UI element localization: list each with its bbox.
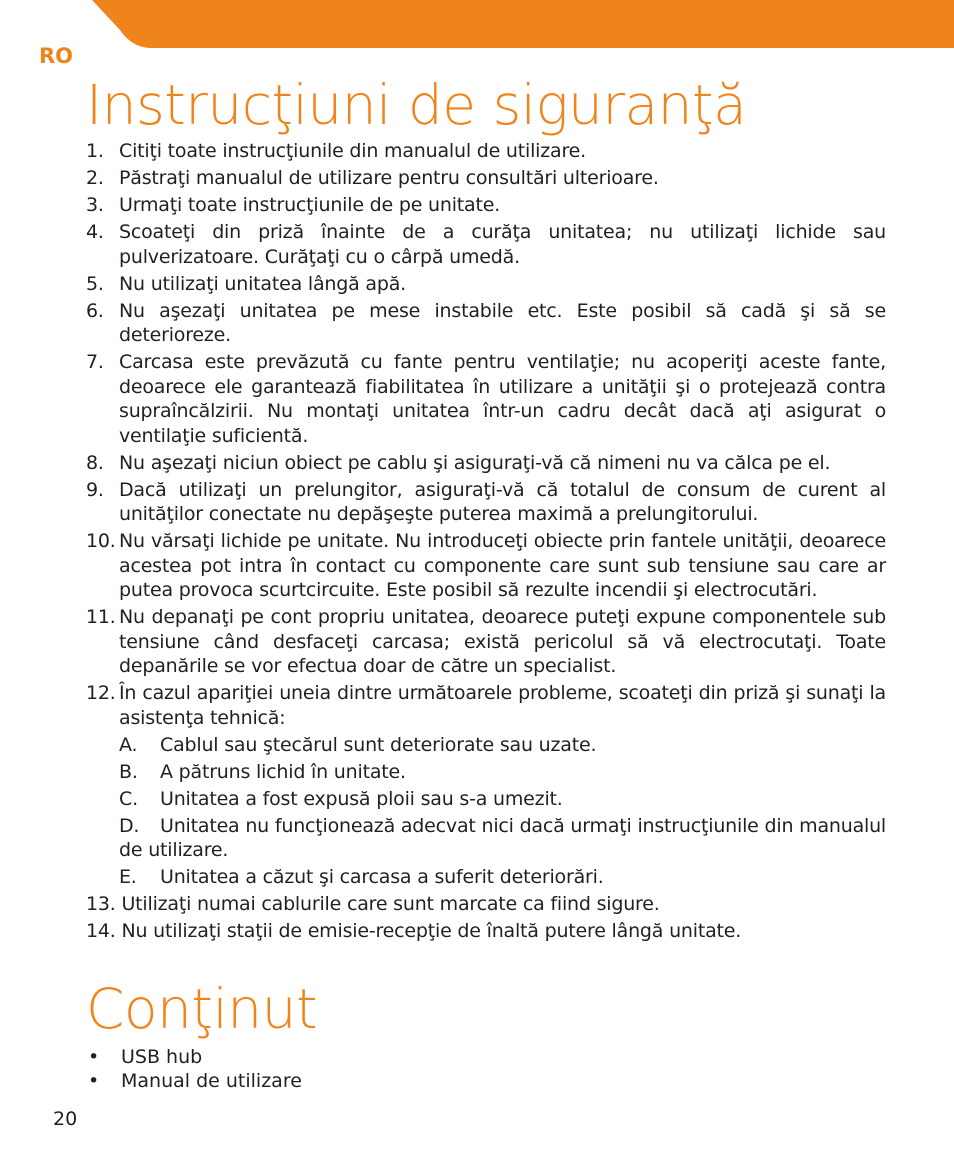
list-item: [86, 220, 886, 269]
item-number: 10.: [86, 530, 116, 552]
sub-item-text: Unitatea a căzut şi carcasa a suferit deteriorări.: [160, 866, 604, 888]
item-text: Dacă utilizaţi un prelungitor, asiguraţi-vă că totalul de consum de curent al unităţilor conectate nu depăşeşte puterea maximă a prelungitorului.: [119, 478, 886, 525]
item-number: 6.: [86, 299, 104, 322]
sub-item: [119, 760, 886, 785]
sub-item-text: Cablul sau ştecărul sunt deteriorate sau uzate.: [160, 733, 597, 756]
sub-item-text: Unitatea a fost expusă ploii sau s-a umezit.: [160, 787, 563, 810]
item-text: Păstraţi manualul de utilizare pentru consultări ulterioare.: [119, 167, 659, 189]
item-text: Nu depanaţi pe cont propriu unitatea, deoarece puteţi expune componentele sub tensiune când desfaceţi carcasa; există pericolul să vă electrocutaţi. Toate depanările se vor efectua doar de către un specialist.: [119, 606, 886, 677]
contents-item: [86, 1045, 302, 1069]
item-number: 12.: [86, 682, 116, 704]
item-text: Nu aşezaţi niciun obiect pe cablu şi asiguraţi-vă că nimeni nu va călca pe el.: [119, 451, 831, 474]
sub-item: [119, 814, 886, 863]
sub-item-text: A pătruns lichid în unitate.: [160, 760, 406, 783]
contents-list: [86, 1045, 302, 1093]
header-banner: [0, 0, 954, 48]
list-item: [86, 193, 886, 218]
sub-item: [119, 787, 886, 812]
contents-title: Conţinut: [86, 977, 318, 1041]
item-text: Nu utilizaţi unitatea lângă apă.: [119, 272, 406, 295]
list-item: [86, 139, 886, 164]
item-number: 9.: [86, 478, 104, 501]
bullet-icon: •: [88, 1046, 100, 1068]
contents-item-text: USB hub: [121, 1046, 203, 1068]
language-code: RO: [39, 44, 74, 68]
item-text: Nu vărsaţi lichide pe unitate. Nu introduceţi obiecte prin fantele unităţii, deoarece acestea pot intra în contact cu componente care sunt sub tensiune sau care ar putea provoca scurtcircuite. Este posibil să rezulte incendii şi electrocutări.: [119, 530, 886, 601]
item-text: Nu aşezaţi unitatea pe mese instabile etc. Este posibil să cadă şi să se deterioreze.: [119, 299, 886, 346]
item-number: 7.: [86, 351, 104, 373]
item-number: 5.: [86, 272, 104, 295]
sub-item: [119, 733, 886, 758]
sub-item-letter: D.: [119, 814, 140, 837]
item-text: Citiţi toate instrucţiunile din manualul de utilizare.: [119, 140, 587, 162]
item-number: 1.: [86, 140, 104, 162]
bullet-icon: •: [88, 1070, 100, 1092]
item-text: În cazul apariţiei uneia dintre următoarele probleme, scoateţi din priză şi sunaţi la asistenţa tehnică:: [119, 682, 886, 729]
sub-item: [119, 865, 886, 890]
list-item: [86, 529, 886, 603]
list-item: [86, 299, 886, 348]
list-item-13: 13. Utilizaţi numai cablurile care sunt marcate ca fiind sigure.: [86, 893, 660, 915]
item-number: 3.: [86, 194, 104, 216]
list-item: [86, 272, 886, 297]
sub-item-letter: B.: [119, 760, 138, 783]
item-text: Carcasa este prevăzută cu fante pentru ventilaţie; nu acoperiţi aceste fante, deoarece ele garantează fiabilitatea în utilizare a unităţii şi o protejează contra supraîncălzirii. Nu montaţi unitatea într-un cadru decât dacă aţi asigurat o ventilaţie suficientă.: [119, 351, 886, 447]
contents-item: [86, 1069, 302, 1093]
item-number: 11.: [86, 606, 116, 628]
safety-instructions-list: [86, 139, 886, 946]
page-title: Instrucţiuni de siguranţă: [86, 73, 747, 137]
sub-item-letter: A.: [119, 733, 138, 756]
item-number: 2.: [86, 167, 104, 189]
page-number: 20: [53, 1108, 78, 1130]
list-item: [86, 166, 886, 191]
sub-item-letter: E.: [119, 866, 137, 888]
list-item-14: 14. Nu utilizaţi staţii de emisie-recepţie de înaltă putere lângă unitate.: [86, 920, 742, 942]
list-item: [86, 478, 886, 527]
list-item: [86, 350, 886, 448]
item-number: 8.: [86, 451, 104, 474]
item-text: Urmaţi toate instrucţiunile de pe unitate.: [119, 194, 501, 216]
contents-item-text: Manual de utilizare: [121, 1070, 302, 1092]
item-number: 4.: [86, 221, 104, 243]
list-item: [86, 605, 886, 679]
sub-item-text: Unitatea nu funcţionează adecvat nici dacă urmaţi instrucţiunile din manualul de utilizare.: [119, 814, 887, 861]
item-text: Scoateţi din priză înainte de a curăţa unitatea; nu utilizaţi lichide sau pulverizatoare. Curăţaţi cu o cârpă umedă.: [119, 221, 886, 268]
list-item: [86, 451, 886, 476]
list-item: [86, 681, 886, 730]
sub-item-letter: C.: [119, 787, 138, 810]
